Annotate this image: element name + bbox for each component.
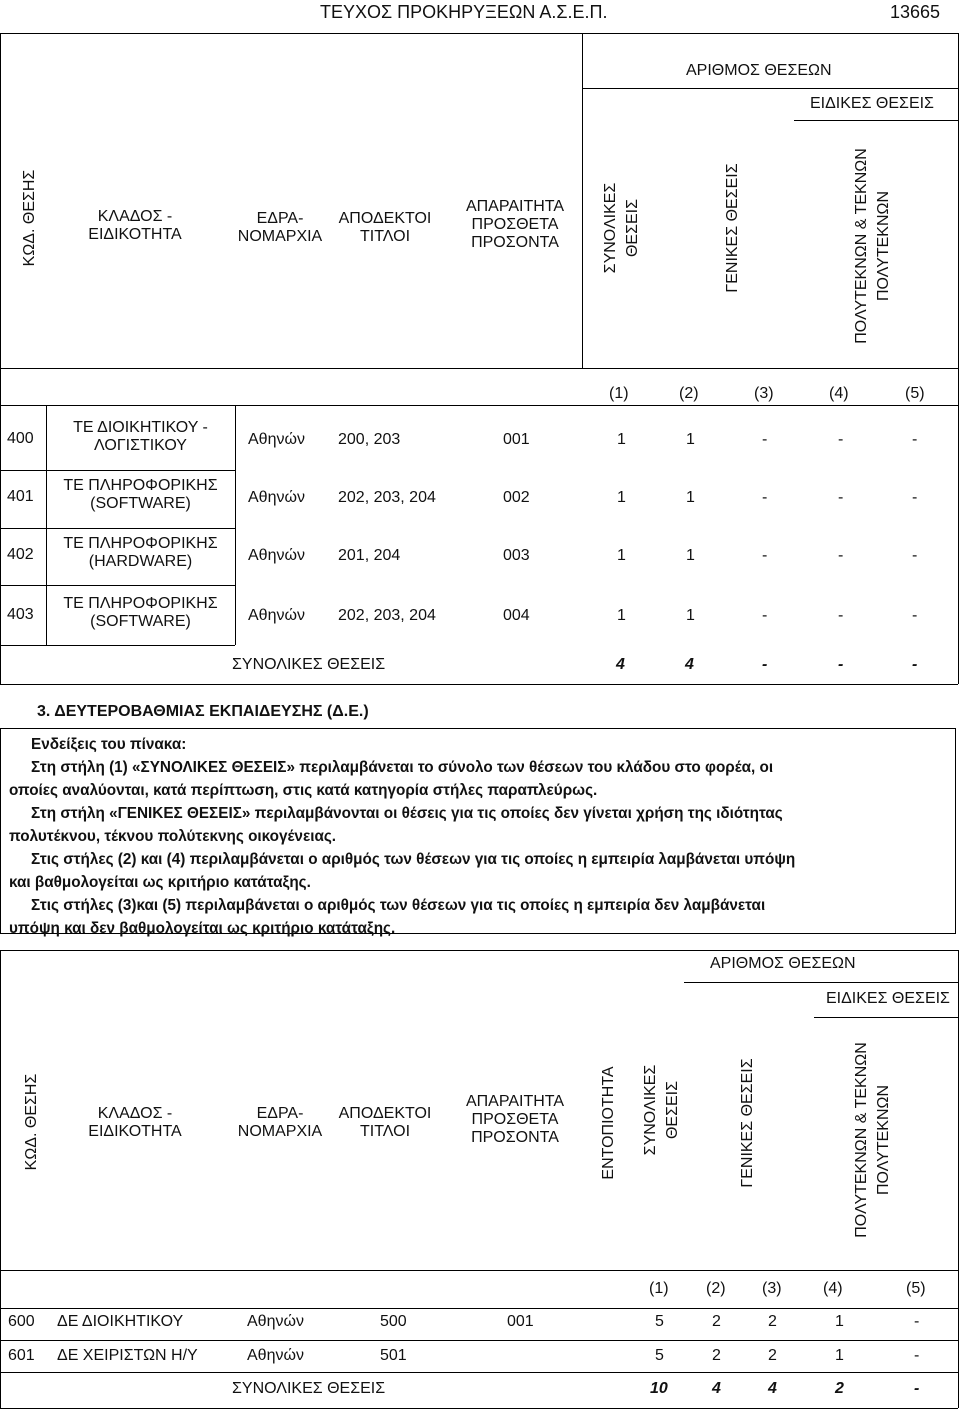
table2-group-header: ΑΡΙΘΜΟΣ ΘΕΣΕΩΝ [710, 955, 856, 972]
section-title: 3. ΔΕΥΤΕΡΟΒΑΘΜΙΑΣ ΕΚΠΑΙΔΕΥΣΗΣ (Δ.Ε.) [37, 703, 369, 720]
table1-col-general: ΓΕΝΙΚΕΣ ΘΕΣΕΙΣ [724, 163, 741, 293]
table1-group-header: ΑΡΙΘΜΟΣ ΘΕΣΕΩΝ [686, 62, 832, 79]
table2-col-branch: ΚΛΑΔΟΣ - ΕΙΔΙΚΟΤΗΤΑ [88, 1105, 182, 1140]
table1-col-branch: ΚΛΑΔΟΣ - ΕΙΔΙΚΟΤΗΤΑ [88, 208, 182, 243]
page-header-title: ΤΕΥΧΟΣ ΠΡΟΚΗΡΥΞΕΩΝ Α.Σ.Ε.Π. [320, 2, 608, 22]
table1-col-qualifications: ΑΠΑΡΑΙΤΗΤΑ ΠΡΟΣΘΕΤΑ ΠΡΟΣΟΝΤΑ [465, 198, 565, 251]
table2-colnum-3: (3) [762, 1280, 782, 1297]
table2-col-general: ΓΕΝΙΚΕΣ ΘΕΣΕΙΣ [739, 1058, 756, 1188]
table1-special-header: ΕΙΔΙΚΕΣ ΘΕΣΕΙΣ [810, 95, 934, 112]
table2-col-prefecture: ΕΔΡΑ- ΝΟΜΑΡΧΙΑ [237, 1105, 323, 1140]
legend-p1-l1: Στη στήλη (1) «ΣΥΝΟΛΙΚΕΣ ΘΕΣΕΙΣ» περιλαμβάνεται το σύνολο των θέσεων του κλάδου στο φορέα, οι [31, 759, 774, 776]
table1-colnum-4: (4) [829, 385, 849, 402]
table1-col-code: ΚΩΔ. ΘΕΣΗΣ [21, 169, 38, 267]
legend-p3-l1: Στις στήλες (2) και (4) περιλαμβάνεται ο αριθμός των θέσεων για τις οποίες η εμπειρία λαμβάνεται υπόψη [31, 851, 796, 868]
legend-title: Ενδείξεις του πίνακα: [31, 736, 187, 753]
legend-p2-l2: πολυτέκνου, τέκνου πολύτεκνης οικογένειας. [9, 828, 337, 845]
legend-p4-l1: Στις στήλες (3)και (5) περιλαμβάνεται ο αριθμός των θέσεων για τις οποίες η εμπειρία δεν λαμβάνεται [31, 897, 766, 914]
legend-p1-l2: οποίες αναλύονται, κατά περίπτωση, στις κατά κατηγορία στήλες παραπλεύρως. [9, 782, 598, 799]
table2-col-code: ΚΩΔ. ΘΕΣΗΣ [23, 1073, 40, 1171]
table1-col-degrees: ΑΠΟΔΕΚΤΟΙ ΤΙΤΛΟΙ [338, 210, 432, 245]
table1-col-total: ΣΥΝΟΛΙΚΕΣ ΘΕΣΕΙΣ [602, 182, 641, 274]
table2-col-multichild: ΠΟΛΥΤΕΚΝΩΝ & ΤΕΚΝΩΝ ΠΟΛΥΤΕΚΝΩΝ [853, 1042, 892, 1238]
table1-colnum-1: (1) [609, 385, 629, 402]
page-number: 13665 [890, 2, 941, 22]
legend-p2-l1: Στη στήλη «ΓΕΝΙΚΕΣ ΘΕΣΕΙΣ» περιλαμβάνονται οι θέσεις για τις οποίες δεν γίνεται χρήση της ιδιότητας [31, 805, 783, 822]
table2-colnum-2: (2) [706, 1280, 726, 1297]
table2-col-total: ΣΥΝΟΛΙΚΕΣ ΘΕΣΕΙΣ [642, 1064, 681, 1156]
table2-colnum-5: (5) [906, 1280, 926, 1297]
table2-col-degrees: ΑΠΟΔΕΚΤΟΙ ΤΙΤΛΟΙ [338, 1105, 432, 1140]
legend-box [0, 728, 956, 937]
table2-colnum-4: (4) [823, 1280, 843, 1297]
legend-p4-l2: υπόψη και δεν βαθμολογείται ως κριτήριο κατάταξης. [9, 920, 396, 937]
table1-col-prefecture: ΕΔΡΑ- ΝΟΜΑΡΧΙΑ [237, 210, 323, 245]
table2-col-location: ΕΝΤΟΠΙΟΤΗΤΑ [600, 1066, 617, 1180]
table1-col-multichild: ΠΟΛΥΤΕΚΝΩΝ & ΤΕΚΝΩΝ ΠΟΛΥΤΕΚΝΩΝ [853, 148, 892, 344]
table2-special-header: ΕΙΔΙΚΕΣ ΘΕΣΕΙΣ [826, 990, 950, 1007]
table2-col-qualifications: ΑΠΑΡΑΙΤΗΤΑ ΠΡΟΣΘΕΤΑ ΠΡΟΣΟΝΤΑ [465, 1093, 565, 1146]
table2-colnum-1: (1) [649, 1280, 669, 1297]
table1-colnum-3: (3) [754, 385, 774, 402]
legend-p3-l2: και βαθμολογείται ως κριτήριο κατάταξης. [9, 874, 311, 891]
table1-colnum-5: (5) [905, 385, 925, 402]
table1-colnum-2: (2) [679, 385, 699, 402]
